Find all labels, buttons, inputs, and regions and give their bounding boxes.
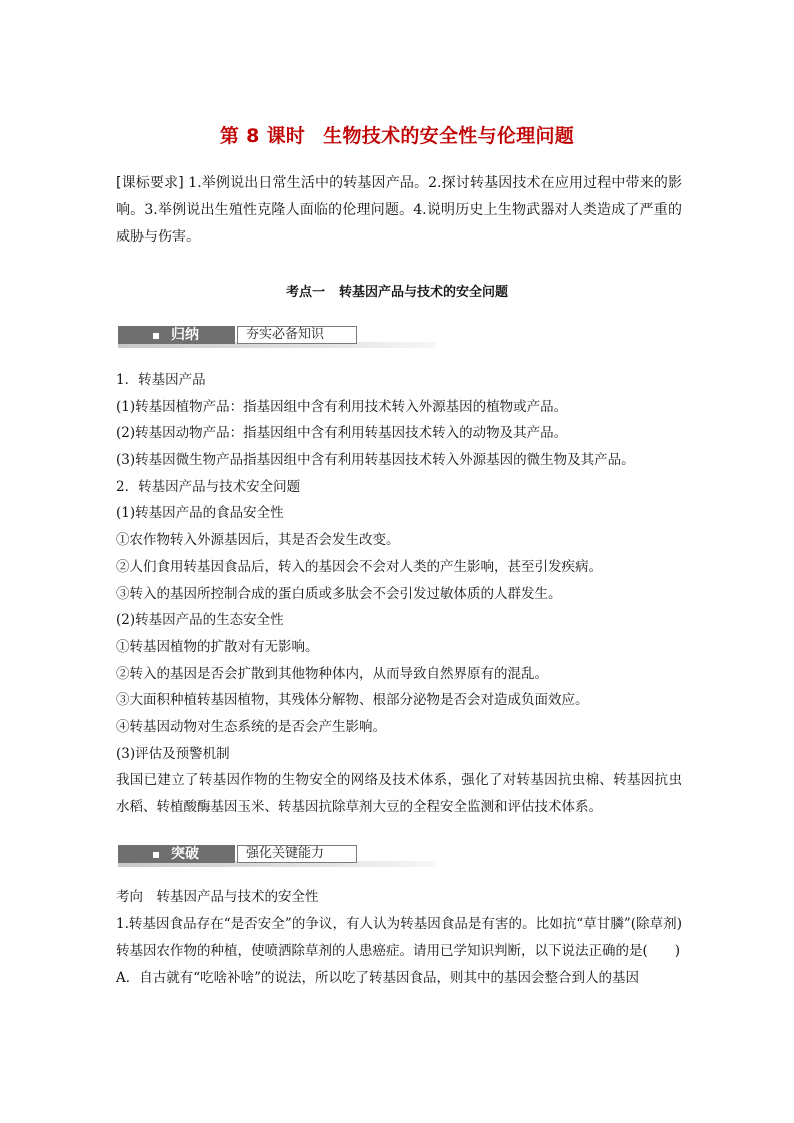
content-line: ②转入的基因是否会扩散到其他物种体内，从而导致自然界原有的混乱。 [116, 665, 548, 682]
content-line: 2．转基因产品与技术安全问题 [116, 478, 301, 495]
question-block [116, 884, 682, 992]
square-bullet-icon [153, 852, 159, 858]
curriculum-requirements [116, 170, 682, 251]
lesson-number: 第 8 课时 [219, 125, 306, 147]
banner-subtitle: 强化关键能力 [237, 845, 357, 863]
section-number: 考点一 [285, 285, 325, 300]
requirements-text: 1.举例说出日常生活中的转基因产品。2.探讨转基因技术在应用过程中带来的影响。3.举例说出生殖性克隆人面临的伦理问题。4.说明历史上生物武器对人类造成了严重的威胁与伤害。 [116, 175, 683, 245]
content-line: ①农作物转入外源基因后，其是否会发生改变。 [116, 532, 400, 549]
square-bullet-icon [153, 333, 159, 339]
content-line: ③大面积种植转基因植物，其残体分解物、根部分泌物是否会对造成负面效应。 [116, 692, 589, 709]
knowledge-content [116, 367, 682, 821]
banner-tag: 归纳 [171, 327, 199, 343]
content-line: ④转基因动物对生态系统的是否会产生影响。 [116, 718, 386, 735]
question-heading: 考向 转基因产品与技术的安全性 [116, 889, 319, 905]
lesson-title [0, 121, 794, 148]
content-line: ②人们食用转基因食品后，转入的基因会不会对人类的产生影响，甚至引发疾病。 [116, 558, 602, 575]
content-line: 1．转基因产品 [116, 372, 206, 388]
summary-banner [118, 326, 436, 348]
banner-tag: 突破 [171, 846, 199, 862]
banner-subtitle: 夯实必备知识 [237, 326, 357, 344]
content-line: (1)转基因产品的食品安全性 [116, 505, 284, 522]
lesson-name: 生物技术的安全性与伦理问题 [323, 125, 575, 147]
content-line: (2)转基因产品的生态安全性 [116, 612, 284, 629]
section-heading [0, 281, 794, 300]
content-line: ①转基因植物的扩散对有无影响。 [116, 638, 319, 655]
option-a: A．自古就有“吃啥补啥”的说法，所以吃了转基因食品，则其中的基因会整合到人的基因 [116, 970, 640, 986]
content-line: (1)转基因植物产品：指基因组中含有利用技术转入外源基因的植物或产品。 [116, 398, 568, 415]
question-stem: 1.转基因食品存在“是否安全”的争议，有人认为转基因食品是有害的。比如抗“草甘膦”(除草剂)转基因农作物的种植，使喷洒除草剂的人患癌症。请用已学知识判断，以下说法正确的是( ) [116, 916, 682, 959]
content-line: (2)转基因动物产品：指基因组中含有利用转基因技术转入的动物及其产品。 [116, 425, 568, 442]
content-line: (3)转基因微生物产品指基因组中含有利用转基因技术转入外源基因的微生物及其产品。 [116, 452, 635, 469]
content-line: ③转入的基因所控制合成的蛋白质或多肽会不会引发过敏体质的人群发生。 [116, 585, 562, 602]
breakthrough-banner [118, 845, 436, 867]
section-name: 转基因产品与技术的安全问题 [339, 285, 509, 300]
requirements-label: [课标要求] [116, 175, 184, 191]
content-line: (3)评估及预警机制 [116, 745, 230, 762]
content-paragraph: 我国已建立了转基因作物的生物安全的网络及技术体系，强化了对转基因抗虫棉、转基因抗虫水稻、转植酸酶基因玉米、转基因抗除草剂大豆的全程安全监测和评估技术体系。 [116, 772, 682, 816]
